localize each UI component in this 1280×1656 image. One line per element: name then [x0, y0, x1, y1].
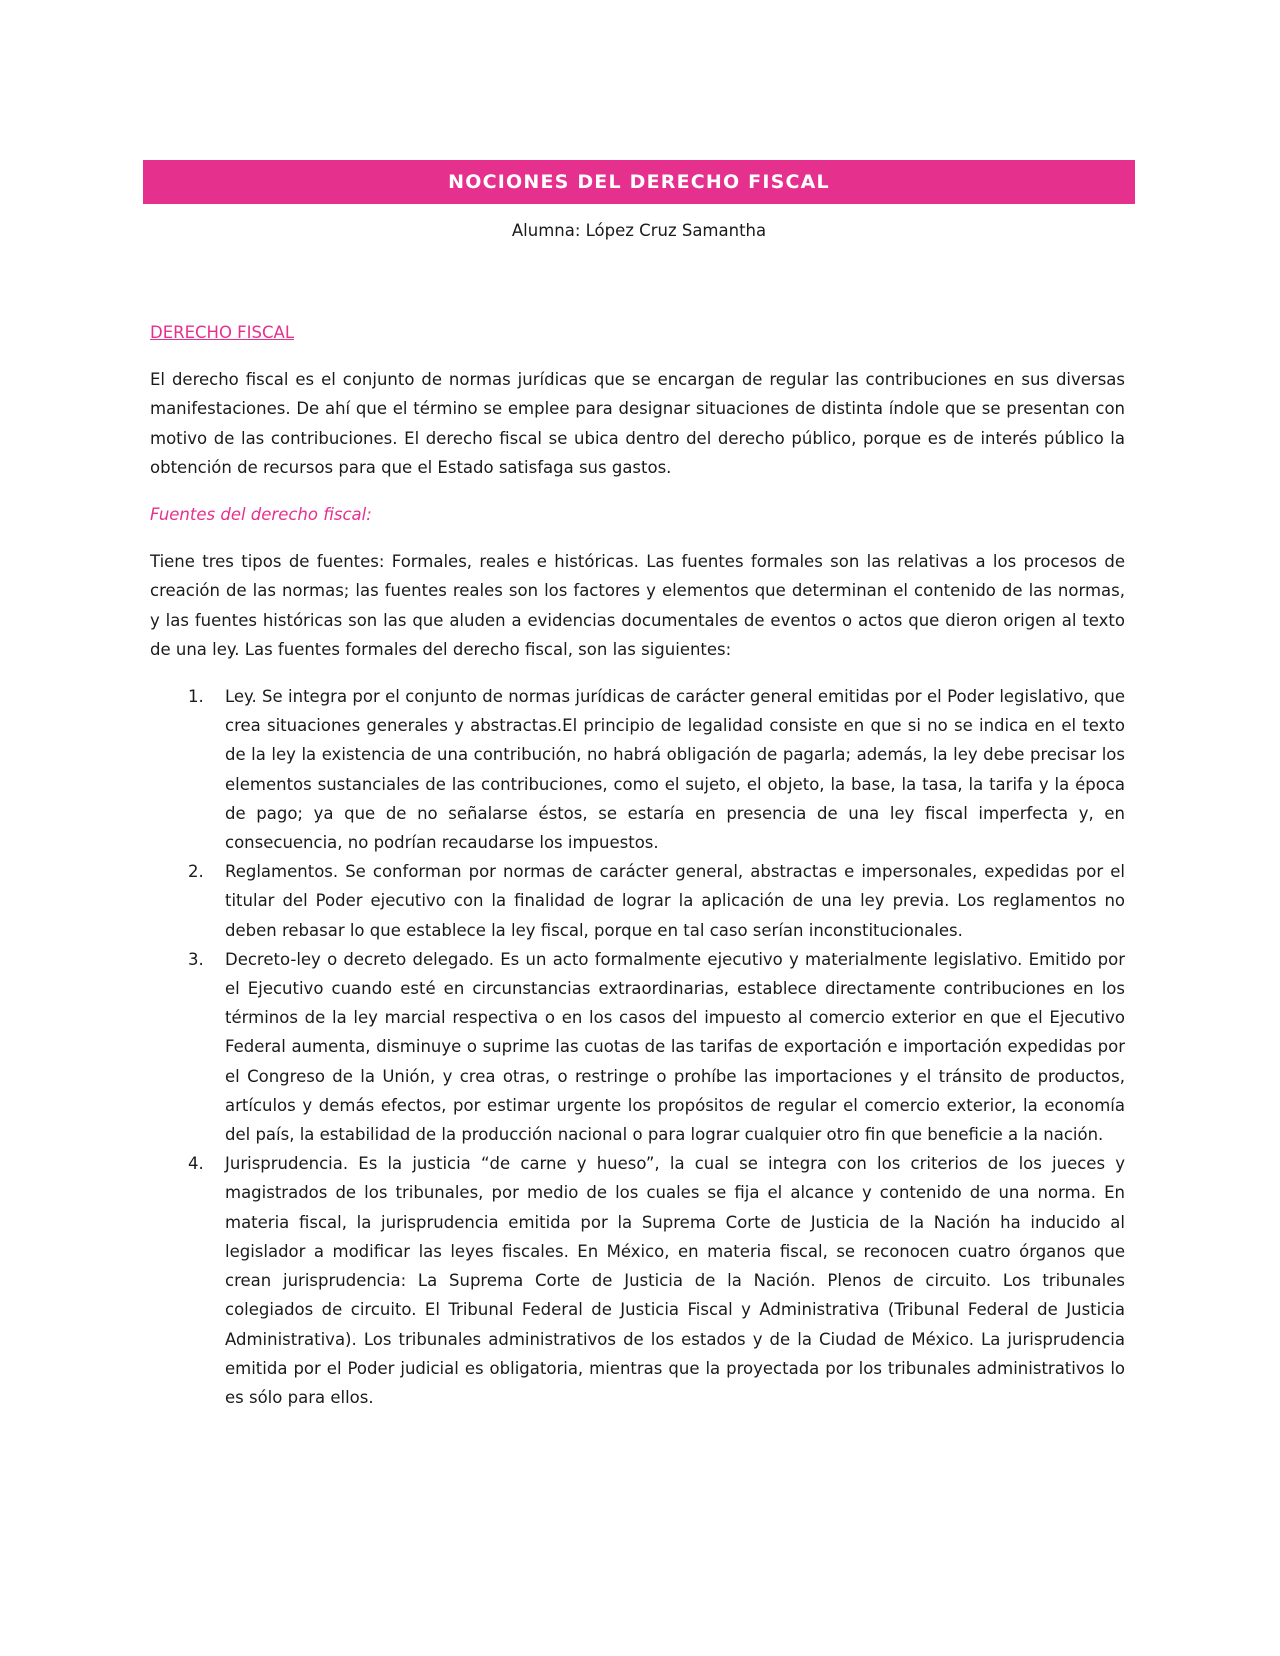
list-item-text: Reglamentos. Se conforman por normas de carácter general, abstractas e impersonales, expedidas por el titular del Poder ejecutivo con la finalidad de lograr la aplicación de una ley previa. Los reglamentos no deben rebasar lo que establece la ley fiscal, porque en tal caso serían inconstitucionales. — [225, 862, 1125, 940]
list-item-number: 3. — [188, 949, 204, 969]
list-item-text: Ley. Se integra por el conjunto de normas jurídicas de carácter general emitidas por el Poder legislativo, que crea situaciones generales y abstractas.El principio de legalidad consiste en que si no se indica en el texto de la ley la existencia de una contribución, no habrá obligación de pagarla; además, la ley debe precisar los elementos sustanciales de las contribuciones, como el sujeto, el objeto, la base, la tasa, la tarifa y la época de pago; ya que de no señalarse éstos, se estaría en presencia de una ley fiscal imperfecta y, en consecuencia, no podrían recaudarse los impuestos. — [225, 687, 1125, 853]
list-item-text: Jurisprudencia. Es la justicia “de carne y hueso”, la cual se integra con los criterios de los jueces y magistrados de los tribunales, por medio de los cuales se fija el alcance y contenido de una norma. En materia fiscal, la jurisprudencia emitida por la Suprema Corte de Justicia de la Nación ha inducido al legislador a modificar las leyes fiscales. En México, en materia fiscal, se reconocen cuatro órganos que crean jurisprudencia: La Suprema Corte de Justicia de la Nación. Plenos de circuito. Los tribunales colegiados de circuito. El Tribunal Federal de Justicia Fiscal y Administrativa (Tribunal Federal de Justicia Administrativa). Los tribunales administrativos de los estados y de la Ciudad de México. La jurisprudencia emitida por el Poder judicial es obligatoria, mientras que la proyectada por los tribunales administrativos lo es sólo para ellos. — [225, 1154, 1125, 1407]
title-banner — [143, 160, 1135, 204]
list-item-text: Decreto-ley o decreto delegado. Es un acto formalmente ejecutivo y materialmente legislativo. Emitido por el Ejecutivo cuando esté en circunstancias extraordinarias, establece directamente contribuciones en los términos de la ley marcial respectiva o en los casos del impuesto al comercio exterior en que el Ejecutivo Federal aumenta, disminuye o suprime las cuotas de las tarifas de exportación e importación expedidas por el Congreso de la Unión, y crea otras, o restringe o prohíbe las importaciones y el tránsito de productos, artículos y demás efectos, por estimar urgente los propósitos de regular el comercio exterior, la economía del país, la estabilidad de la producción nacional o para lograr cualquier otro fin que beneficie a la nación. — [225, 949, 1125, 1145]
list-item — [150, 1149, 1125, 1412]
sources-paragraph: Tiene tres tipos de fuentes: Formales, reales e históricas. Las fuentes formales son las relativas a los procesos de creación de las normas; las fuentes reales son los factores y elementos que determinan el contenido de las normas, y las fuentes históricas son las que aluden a evidencias documentales de eventos o actos que dieron origen al texto de una ley. Las fuentes formales del derecho fiscal, son las siguientes: — [150, 552, 1125, 659]
list-item — [150, 682, 1125, 857]
list-item-number: 1. — [188, 687, 204, 707]
list-item — [150, 945, 1125, 1149]
sources-list — [150, 682, 1125, 1412]
author-line: Alumna: López Cruz Samantha — [511, 221, 767, 240]
list-item-number: 2. — [188, 862, 204, 882]
list-item-number: 4. — [188, 1154, 204, 1174]
list-item — [150, 857, 1125, 945]
document-title: NOCIONES DEL DERECHO FISCAL — [448, 171, 830, 193]
section-heading: DERECHO FISCAL — [150, 323, 295, 342]
document-body — [150, 318, 1125, 1412]
sources-heading: Fuentes del derecho fiscal: — [150, 505, 372, 525]
intro-paragraph: El derecho fiscal es el conjunto de normas jurídicas que se encargan de regular las contribuciones en sus diversas manifestaciones. De ahí que el término se emplee para designar situaciones de distinta índole que se presentan con motivo de las contribuciones. El derecho fiscal se ubica dentro del derecho público, porque es de interés público la obtención de recursos para que el Estado satisfaga sus gastos. — [150, 370, 1125, 477]
